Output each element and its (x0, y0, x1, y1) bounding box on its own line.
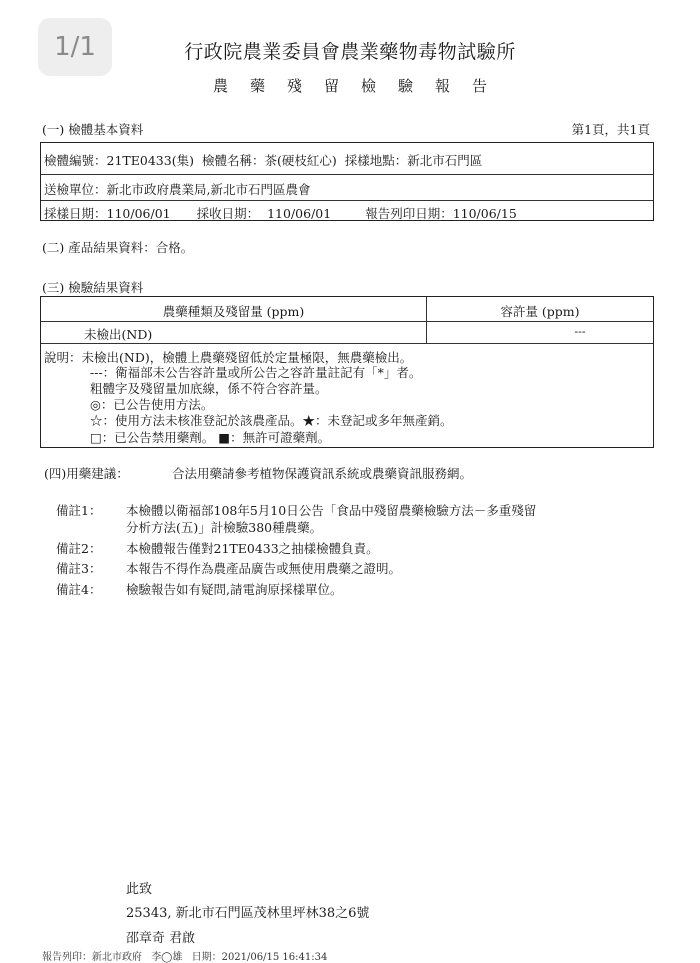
sample-name-value: 茶(硬枝紅心) (264, 153, 337, 168)
note-line: ---：衛福部未公告容許量或所公告之容許量註記有「*」者。 (90, 365, 422, 380)
remark-label: 備註1： (56, 503, 102, 518)
page-indicator-badge: 1/1 (38, 18, 112, 76)
product-result: (二) 產品結果資料：合格。 (42, 240, 194, 255)
submitting-unit-value: 新北市政府農業局,新北市石門區農會 (106, 182, 311, 197)
remark-text: 本檢體以衛福部108年5月10日公告「食品中殘留農藥檢驗方法－多重殘留 (126, 503, 537, 518)
divider (41, 174, 653, 175)
note-line: ◎：已公告使用方法。 (90, 397, 214, 412)
basic-info-row2 (44, 180, 311, 198)
remark-label: 備註4： (56, 582, 102, 597)
remark-label: 備註2： (56, 541, 102, 556)
remark-label: 備註3： (56, 561, 102, 576)
print-date-label: 報告列印日期： (365, 206, 453, 221)
print-date-value: 110/06/15 (452, 206, 517, 221)
pesticide-column-header: 農藥種類及殘留量 (ppm) (162, 304, 305, 319)
section3-title: (三) 檢驗結果資料 (42, 280, 144, 295)
recipient-name: 邵章奇 君啟 (126, 931, 196, 946)
usage-advice-text: 合法用藥請參考植物保護資訊系統或農藥資訊服務網。 (172, 466, 473, 481)
tolerance-column-header: 容許量 (ppm) (500, 304, 580, 319)
remark-text: 本報告不得作為農產品廣告或無使用農藥之證明。 (126, 561, 402, 576)
sampling-date-value: 110/06/01 (106, 206, 171, 221)
note-line: 說明：未檢出(ND)，檢體上農藥殘留低於定量極限，無農藥檢出。 (44, 350, 413, 365)
print-date-footer-value: 2021/06/15 16:41:34 (221, 952, 328, 963)
note-line: ☆：使用方法未核准登記於該農產品。★：未登記或多年無產銷。 (90, 413, 453, 428)
agency-title: 行政院農業委員會農業藥物毒物試驗所 (184, 41, 516, 63)
report-title: 農藥殘留檢驗報告 (212, 77, 509, 95)
usage-advice-label: (四)用藥建議： (44, 466, 129, 481)
sampling-date-label: 採樣日期： (44, 206, 107, 221)
note-line: □：已公告禁用藥劑。 ■：無許可證藥劑。 (90, 430, 331, 445)
sample-no-label: 檢體編號： (44, 153, 107, 168)
location-value: 新北市石門區 (407, 153, 483, 168)
harvest-date-value: 110/06/01 (267, 206, 332, 221)
basic-info-row3 (44, 204, 517, 222)
print-date-footer-label: 日期： (191, 952, 222, 963)
salutation: 此致 (126, 882, 153, 897)
pesticide-cell: 未檢出(ND) (84, 327, 153, 342)
submitting-unit-label: 送檢單位： (44, 182, 107, 197)
sample-no-value: 21TE0433(集) (106, 153, 194, 168)
location-label: 採樣地點： (344, 153, 408, 168)
printer-label: 報告列印： (42, 952, 92, 963)
note-line: 粗體字及殘留量加底線，係不符合容許量。 (90, 381, 328, 396)
divider (41, 321, 653, 322)
remark-text: 本檢體報告僅對21TE0433之抽樣檢體負責。 (126, 541, 379, 556)
harvest-date-label: 採收日期： (196, 206, 260, 221)
recipient-address: 25343, 新北市石門區茂林里坪林38之6號 (126, 906, 370, 921)
page-info: 第1頁，共1頁 (571, 122, 650, 137)
remark-text: 檢驗報告如有疑問,請電詢原採樣單位。 (126, 582, 343, 597)
divider (41, 343, 653, 344)
basic-info-row1 (44, 151, 482, 169)
tolerance-cell: --- (574, 325, 586, 338)
operator-value: 李◯雄 (151, 952, 183, 963)
section1-title: (一) 檢體基本資料 (42, 122, 144, 137)
sample-name-label: 檢體名稱： (201, 153, 265, 168)
printer-value: 新北市政府 (92, 952, 142, 963)
remark-text: 分析方法(五)」計檢驗380種農藥。 (126, 520, 323, 535)
print-footer (42, 948, 327, 963)
divider (41, 200, 653, 201)
